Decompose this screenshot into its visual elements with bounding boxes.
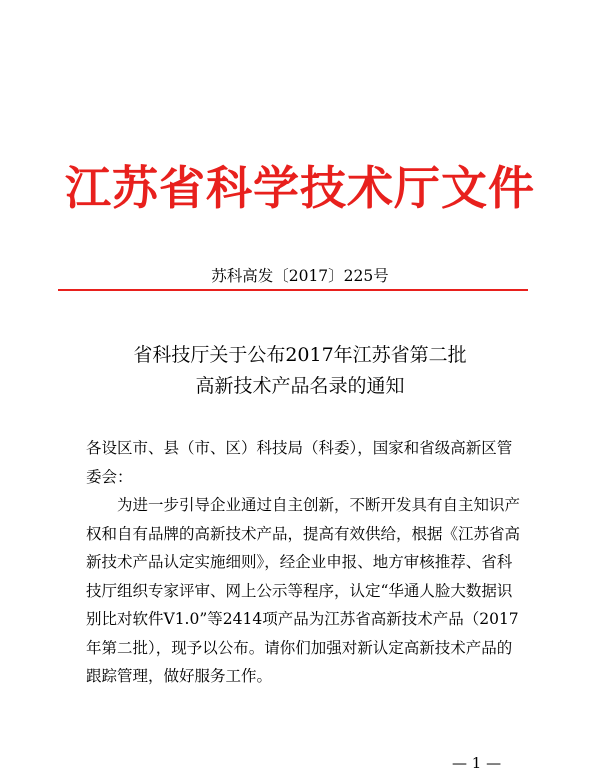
notice-title — [0, 340, 600, 402]
body-line: 技厅组织专家评审、网上公示等程序，认定“华通人脸大数据识 — [86, 581, 513, 600]
notice-title-line-1: 省科技厅关于公布2017年江苏省第二批 — [133, 344, 467, 366]
body-paragraph — [86, 491, 528, 691]
issuing-authority-header: 江苏省科学技术厅文件 — [65, 161, 535, 215]
addressee-line-1: 各设区市、县（市、区）科技局（科委），国家和省级高新区管 — [86, 439, 513, 457]
notice-title-line-2: 高新技术产品名录的通知 — [195, 375, 405, 397]
document-number: 苏科高发〔2017〕225号 — [211, 267, 389, 285]
body-line: 别比对软件V1.0”等2414项产品为江苏省高新技术产品（2017 — [86, 610, 519, 628]
page-number: — 1 — — [452, 754, 502, 772]
notice-body — [86, 434, 528, 691]
body-line: 新技术产品认定实施细则》，经企业申报、地方审核推荐、省科 — [86, 553, 513, 571]
body-line: 跟踪管理，做好服务工作。 — [86, 667, 273, 685]
addressee — [86, 434, 528, 491]
addressee-line-2: 委会： — [86, 467, 133, 486]
body-line: 为进一步引导企业通过自主创新，不断开发具有自主知识产 — [117, 496, 521, 514]
body-line: 年第二批），现予以公布。请你们加强对新认定高新技术产品的 — [86, 638, 513, 657]
red-divider-line — [58, 289, 528, 291]
body-line: 权和自有品牌的高新技术产品，提高有效供给，根据《江苏省高 — [86, 524, 521, 543]
